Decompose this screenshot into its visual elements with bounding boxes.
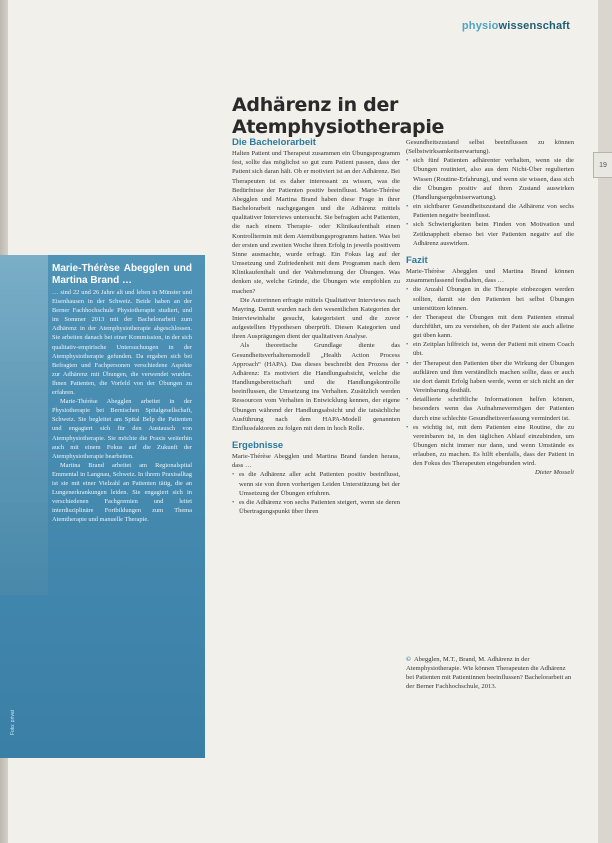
page-number-tab: 19 — [593, 152, 612, 178]
list-item: • es die Adhärenz von sechs Patienten steigert, wenn sie deren Übertragungspunkt über ihren — [232, 498, 400, 516]
paragraph: Marie-Thérèse Abegglen und Martina Brand können zusammenfassend festhalten, dass … — [406, 268, 574, 285]
paragraph: Gesundheitszustand selbst beeinflussen zu können (Selbstwirksamkeitserwartung). — [406, 139, 574, 156]
list-item: • die Anzahl Übungen in die Therapie einbezogen werden sollten, damit sie den Patienten bei selbst Übungen unterstützen können. — [406, 285, 574, 312]
section-heading-bachelor: Die Bachelorarbeit — [232, 137, 316, 148]
author-sidebar — [0, 255, 205, 758]
list-item: • ein Zeitplan hilfreich ist, wenn der Patient mit einem Coach übt. — [406, 340, 574, 358]
paragraph: Martina Brand arbeitet am Regionalspital Emmental in Langnau, Schweiz. In ihrem Praxisalltag ist sie mit einer Vielzahl an Patienten tätig, die an Lungenerkrankungen leiden. Sie engagiert sich in verschiedenen Fachgremien und leitet interdisziplinäre Fortbildungen zum Thema Atemtherapie und manuelle Therapie. — [52, 461, 192, 524]
paragraph: Als theoretische Grundlage diente das Gesundheitsverhaltensmodell „Health Action Process Approach“ (HAPA). Das dieses beschreibt den Prozess der Adhärenz: Es motiviert die Handlungsabsicht, welche die Handlungsbereitschaft und die Handlungskontrolle beeinflussen, die Umsetzung ins Verhalten. Zusätzlich werden Ressourcen vom Verhalten in Entwicklung kennen, der eigene Übungen während der Handlungsabsicht und die tatsächliche Ausführung nach dem HAPA-Modell genannten Einflussfaktoren zu folgen mit dem in hoch Rolle. — [232, 342, 400, 432]
section-heading-results: Ergebnisse — [232, 440, 284, 451]
list-item: • der Therapeut den Patienten über die Wirkung der Übungen aufklären und ihm verständlich machen sollte, dass er auch sie dort damit Erfolg haben werde, wenn er sich nicht an der Vereinbarung festhält. — [406, 359, 574, 396]
list-item: • sich Schwierigkeiten beim Finden von Motivation und Zeitknappheit ebenso bei vier Patienten negativ auf die Adhärenz auswirken. — [406, 220, 574, 247]
brand-physio: physio — [461, 20, 499, 32]
paragraph: Halten Patient und Therapeut zusammen ein Übungsprogramm fest, sollte das möglichst so gut zum Patient passen, dass der Patient sich daran hält. Ob er motiviert ist an der Adhärenz. Bei Therapeuten ist es daher interessant zu wissen, was die Bedürfnisse der Patienten positiv beeinflusst. Marie-Thérèse Abegglen und Martina Brand haben diese Frage in ihrer Bachelorarbeit nachgegangen und die Adhärenz mittels qualitativer Interviews untersucht. Sie befragten acht Patienten, die nach einem Therapie- oder Klinikaufenthalt einen Kontrolltermin mit dem Atemübungsprogramm hatten. Was bei der ersten und zweiten Woche ihren Erfolg in jeweils positivem Sinne ausmachte, wurde erfragt. Ein Fokus lag auf der Umsetzung und Zufriedenheit mit dem Programm nach dem Klinikaufenthalt und der Wahrnehmung der Übungen. Was denken sie, welche Gründe, die Übungen wie empfohlen zu machen? — [232, 150, 400, 295]
author-photo — [0, 255, 48, 595]
list-item: • ein sichtbarer Gesundheitszustand die Adhärenz von sechs Patienten negativ beeinflusst. — [406, 202, 574, 220]
section-heading-conclusion: Fazit — [406, 254, 428, 266]
list-item: • detaillierte schriftliche Informationen helfen können, besonders wenn das Aufnahmevermögen der Patienten durch eine schlechte Gesundheitsverfassung vermindert ist. — [406, 395, 574, 422]
author-signature: Dieter Mosseli — [534, 469, 574, 477]
list-item: • sich fünf Patienten adhärenter verhalten, wenn sie die Übungen routiniert, also aus dem Nicht-Über regulierten Wissen (Routine-Erfahrung), und wenn sie wissen, dass sich die Übungen positiv auf ihren Zustand auswirken (Handlungsergebniserwartung). — [406, 156, 574, 202]
results-list-continued — [406, 156, 574, 248]
section-brand — [462, 20, 570, 32]
column-left — [232, 138, 400, 516]
list-item: • der Therapeut die Übungen mit dem Patienten einmal durchführt, um zu verstehen, ob der Patient sie auch alleine gut üben kann. — [406, 313, 574, 340]
sidebar-content — [52, 263, 192, 524]
list-item: • es die Adhärenz aller acht Patienten positiv beeinflusst, wenn sie von ihren vorherigen Leiden Unterstützung bei der Umsetzung der Übungen erfuhren. — [232, 470, 400, 497]
list-item: • es wichtig ist, mit dem Patienten eine Routine, die zu vereinbaren ist, in den täglichen Ablauf einzubinden, um Übungen nicht immer nur dann, und wenn Umstände es erlauben, zu machen. Es hilft ebenfalls, dass der Patient in den Fokus des Therapeuten eingebunden wird. — [406, 423, 574, 469]
citation-text: Abegglen, M.T., Brand, M. Adhärenz in der Atemphysiotherapie. Wie können Therapeuten die Adhärenz bei Patienten mit Patientinnen beeinflussen? Bachelorarbeit an der Berner Fachhochschule, 2013. — [406, 656, 572, 691]
column-right — [406, 138, 574, 478]
paragraph: Die Autorinnen erfragte mittels Qualitativer Interviews nach Mayring. Damit wurden nach den wesentlichen Kategorien der Interviewinhalte gesucht, kategorisiert und die zuvor aufgestellten Hypothesen überprüft. Diesen Kategorien und ihren Ausprägungen dient der qualitativen Analyse. — [232, 296, 400, 341]
paragraph: Marie-Thérèse Abegglen und Martina Brand fanden heraus, dass … — [232, 453, 400, 470]
citation — [406, 655, 574, 692]
results-list — [232, 470, 400, 516]
copyright-icon: © — [406, 656, 411, 663]
photo-credit: Foto: privat — [10, 709, 16, 735]
sidebar-heading: Marie-Thérèse Abegglen und Martina Brand … — [52, 263, 192, 286]
article-title: Adhärenz in der Atemphysiotherapie — [232, 94, 445, 138]
paragraph: … sind 22 und 26 Jahre alt und leben in Münster und Eisenhausen in der Schweiz. Beide haben an der Berner Fachhochschule Physiotherapie studiert, und im Sommer 2013 mit der Bachelorarbeit zum Adhärenz in der Atemphysiotherapie abgeschlossen. Sie arbeiten danach bei einer Kommission, in der sich qualitativ-empirische Untersuchungen in der Atemphysiotherapie gefunden. Da ergaben sich bei Befragten und Fachpersonen verschiedene Aspekte zur Adhärenz mit Übungen, die verwendet wurden. Ihnen Patienten, die Vorfeld von der Übungen zu erfahren. — [52, 289, 192, 397]
conclusion-list — [406, 285, 574, 468]
brand-wissenschaft: wissenschaft — [498, 20, 570, 32]
paragraph: Marie-Thérèse Abegglen arbeitet in der Physiotherapie bei Bernischen Spitalgesellschaft, Schweiz. Sie begleitet am Spital Belp die Patienten und engagiert sich für den Austausch von Atemphysiotherapie. Sie möchte die Praxis weiterhin auch mit einem Fokus auf die Zukunft der Atemphysiotherapie bearbeiten. — [52, 398, 192, 460]
